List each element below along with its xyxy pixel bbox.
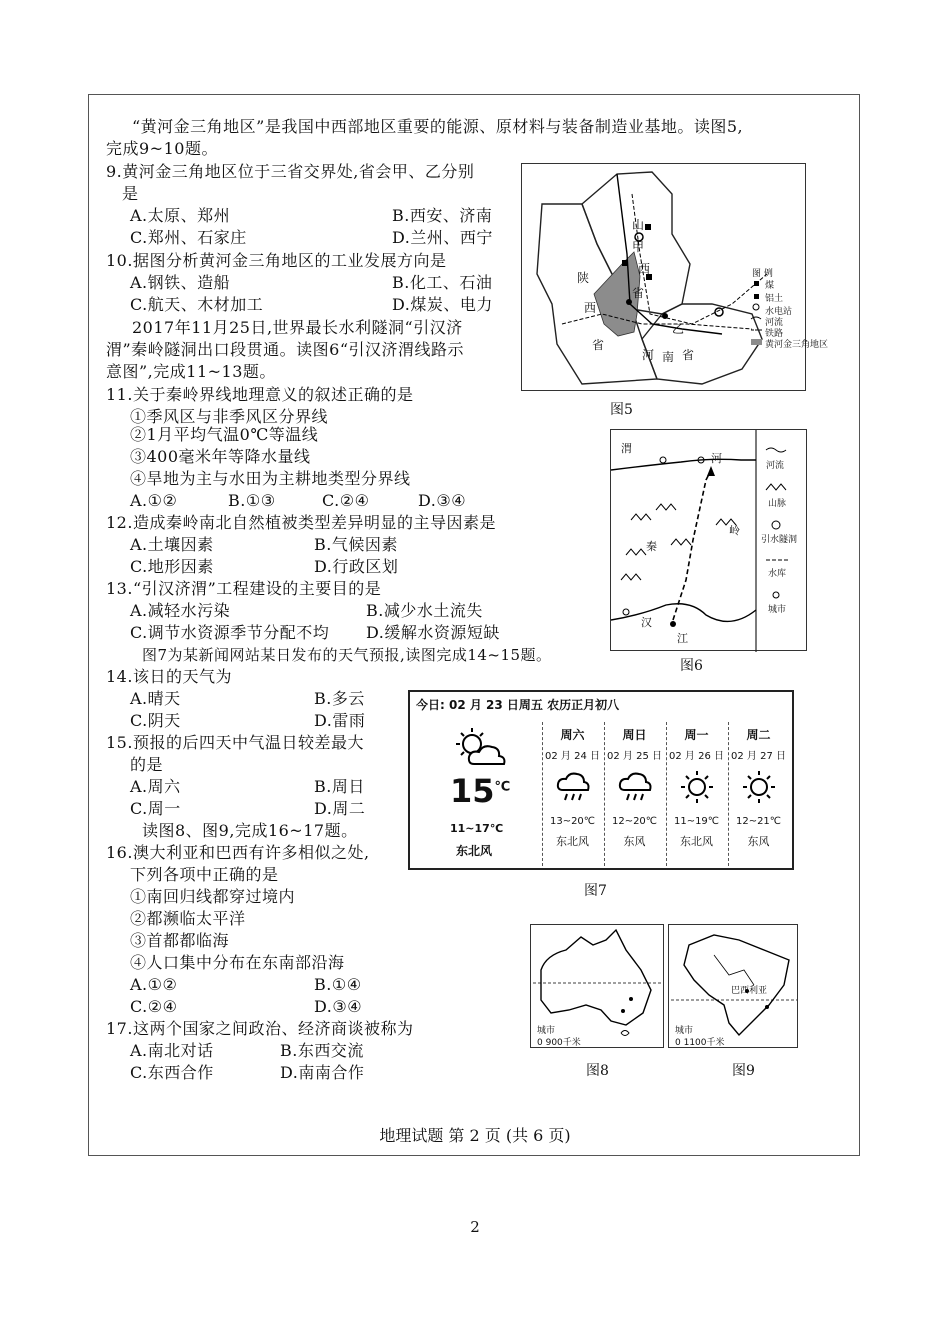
sun-icon — [740, 770, 778, 804]
map-label-xi-2: 西 — [584, 301, 597, 315]
q13-option-d: D.缓解水资源短缺 — [366, 623, 500, 642]
fig5-legend-hydropower: 水电站 — [765, 307, 793, 317]
rain-icon — [554, 770, 592, 804]
fig6-legend-river: 河流 — [766, 461, 785, 471]
map-label-sheng-2: 省 — [592, 338, 605, 352]
intro2-line-3: 意图”,完成11~13题。 — [106, 362, 276, 381]
figure-7-caption: 图7 — [584, 883, 607, 899]
q10-option-a: A.钢铁、造船 — [130, 273, 231, 292]
q10-option-b: B.化工、石油 — [392, 273, 493, 292]
fig6-legend-mountain: 山脉 — [768, 499, 787, 509]
forecast-wind: 东风 — [747, 835, 770, 848]
today-temp-range: 11~17℃ — [450, 822, 504, 835]
q13-option-a: A.减轻水污染 — [130, 601, 231, 620]
q11-item-3: ③400毫米年等降水量线 — [130, 447, 311, 466]
forecast-wind: 东北风 — [680, 835, 713, 848]
map-label-sheng-3: 省 — [682, 348, 695, 362]
figure-5-caption: 图5 — [610, 402, 633, 418]
figure-9-caption: 图9 — [732, 1063, 755, 1079]
forecast-day-name: 周日 — [622, 728, 647, 742]
map-label-shan: 山 — [632, 218, 645, 232]
today-temperature-unit: ℃ — [494, 779, 511, 795]
weather-header: 今日: 02 月 23 日周五 农历正月初八 — [416, 698, 620, 712]
forecast-day-2 — [604, 722, 664, 866]
q12-option-c: C.地形因素 — [130, 557, 214, 576]
q9-stem-cont: 是 — [122, 184, 139, 203]
q17-option-d: D.南南合作 — [280, 1063, 365, 1082]
q13-option-b: B.减少水土流失 — [366, 601, 483, 620]
fig6-legend-tunnel: 引水隧洞 — [761, 535, 798, 545]
q9-option-c: C.郑州、石家庄 — [130, 228, 247, 247]
fig6-legend-city: 城市 — [768, 605, 787, 615]
q15-stem-cont: 的是 — [130, 755, 164, 774]
forecast-date: 02 月 24 日 — [545, 751, 600, 762]
fig9-legend-city: 城市 — [675, 1026, 694, 1036]
q12-option-b: B.气候因素 — [314, 535, 398, 554]
intro2-line-1: 2017年11月25日,世界最长水利隧洞“引汉济 — [132, 318, 463, 337]
figure-6-map — [610, 429, 807, 651]
forecast-date: 02 月 27 日 — [731, 751, 786, 762]
fig6-label-wei: 渭 — [621, 442, 632, 455]
fig5-legend-bauxite: 铝土 — [765, 294, 784, 304]
q11-item-2: ②1月平均气温0℃等温线 — [130, 425, 319, 444]
map-label-nan: 南 — [662, 350, 675, 364]
q16-item-4: ④人口集中分布在东南部沿海 — [130, 953, 345, 972]
q16-option-c: C.②④ — [130, 997, 178, 1016]
q14-option-a: A.晴天 — [130, 689, 181, 708]
q10-stem: 10.据图分析黄河金三角地区的工业发展方向是 — [106, 251, 447, 270]
map-label-yi: 乙 — [672, 322, 685, 336]
q15-option-b: B.周日 — [314, 777, 365, 796]
q14-option-d: D.雷雨 — [314, 711, 366, 730]
q16-option-a: A.①② — [130, 975, 178, 994]
q10-option-d: D.煤炭、电力 — [392, 295, 493, 314]
intro2-line-2: 渭”秦岭隧洞出口段贯通。读图6“引汉济渭线路示 — [106, 340, 465, 359]
map-label-xi-1: 西 — [638, 262, 651, 276]
figure-6-caption: 图6 — [680, 658, 703, 674]
q16-stem: 16.澳大利亚和巴西有许多相似之处, — [106, 843, 370, 862]
q15-stem: 15.预报的后四天中气温日较差最大 — [106, 733, 364, 752]
fig6-label-han: 汉 — [641, 616, 652, 629]
q12-stem: 12.造成秦岭南北自然植被类型差异明显的主导因素是 — [106, 513, 496, 532]
forecast-range: 13~20℃ — [549, 816, 596, 827]
forecast-day-name: 周二 — [746, 728, 771, 742]
fig9-label-brasilia: 巴西利亚 — [731, 986, 768, 996]
forecast-range: 12~20℃ — [611, 816, 658, 827]
q11-option-b: B.①③ — [228, 491, 276, 510]
q9-option-a: A.太原、郑州 — [130, 206, 231, 225]
figure-8-caption: 图8 — [586, 1063, 609, 1079]
q11-item-1: ①季风区与非季风区分界线 — [130, 407, 329, 426]
q12-option-d: D.行政区划 — [314, 557, 399, 576]
fig9-scale: 0 1100千米 — [675, 1038, 725, 1048]
fig5-legend-title: 图 例 — [752, 269, 773, 279]
q11-option-c: C.②④ — [322, 491, 370, 510]
page-footer: 地理试题 第 2 页 (共 6 页) — [379, 1126, 571, 1145]
q15-option-d: D.周二 — [314, 799, 366, 818]
intro-line-2: 完成9~10题。 — [106, 139, 218, 158]
q16-option-b: B.①④ — [314, 975, 362, 994]
q16-item-3: ③首都都临海 — [130, 931, 230, 950]
fig6-label-ling: 岭 — [729, 524, 740, 537]
map-label-shaan: 陕 — [577, 271, 590, 285]
q15-option-c: C.周一 — [130, 799, 181, 818]
today-wind: 东北风 — [456, 844, 493, 858]
fig5-legend-region: 黄河金三角地区 — [765, 340, 829, 350]
q14-option-c: C.阴天 — [130, 711, 181, 730]
fig5-legend-river: 河流 — [765, 318, 784, 328]
intro-line-1: “黄河金三角地区”是我国中西部地区重要的能源、原材料与装备制造业基地。读图5, — [132, 117, 744, 136]
fig8-legend-city: 城市 — [537, 1026, 556, 1036]
q11-stem: 11.关于秦岭界线地理意义的叙述正确的是 — [106, 385, 414, 404]
fig5-legend-railway: 铁路 — [765, 329, 784, 339]
forecast-day-name: 周一 — [684, 728, 709, 742]
q9-stem: 9.黄河金三角地区位于三省交界处,省会甲、乙分别 — [106, 162, 475, 181]
page-number: 2 — [470, 1218, 480, 1236]
forecast-range: 11~19℃ — [673, 816, 720, 827]
fig6-label-he: 河 — [711, 452, 722, 465]
q13-option-c: C.调节水资源季节分配不均 — [130, 623, 330, 642]
q16-stem-cont: 下列各项中正确的是 — [130, 865, 279, 884]
forecast-wind: 东风 — [623, 835, 646, 848]
q14-option-b: B.多云 — [314, 689, 365, 708]
intro4: 读图8、图9,完成16~17题。 — [142, 821, 358, 840]
forecast-date: 02 月 26 日 — [669, 751, 724, 762]
forecast-date: 02 月 25 日 — [607, 751, 662, 762]
q17-option-c: C.东西合作 — [130, 1063, 214, 1082]
fig5-legend-coal: 煤 — [765, 281, 775, 291]
fig8-scale: 0 900千米 — [537, 1038, 581, 1048]
map-label-sheng-1: 省 — [632, 286, 645, 300]
forecast-day-name: 周六 — [560, 728, 585, 742]
q16-option-d: D.③④ — [314, 997, 363, 1016]
map-label-jia: 甲 — [632, 240, 645, 254]
figure-9-brazil-map — [668, 924, 798, 1048]
q12-option-a: A.土壤因素 — [130, 535, 214, 554]
sun-icon — [678, 770, 716, 804]
fig6-legend-reservoir: 水库 — [768, 569, 787, 579]
figure-5-map — [521, 163, 829, 391]
fig6-label-qin: 秦 — [646, 540, 657, 553]
q17-stem: 17.这两个国家之间政治、经济商谈被称为 — [106, 1019, 414, 1038]
q16-item-2: ②都濒临太平洋 — [130, 909, 246, 928]
q11-option-a: A.①② — [130, 491, 178, 510]
q17-option-b: B.东西交流 — [280, 1041, 364, 1060]
today-temperature: 15 — [450, 772, 495, 810]
q10-option-c: C.航天、木材加工 — [130, 295, 264, 314]
intro3: 图7为某新闻网站某日发布的天气预报,读图完成14~15题。 — [142, 646, 552, 664]
rain-icon — [616, 770, 654, 804]
q9-option-d: D.兰州、西宁 — [392, 228, 493, 247]
q13-stem: 13.“引汉济渭”工程建设的主要目的是 — [106, 579, 382, 598]
forecast-day-4 — [728, 722, 788, 866]
q14-stem: 14.该日的天气为 — [106, 667, 232, 686]
figure-8-australia-map — [530, 924, 664, 1048]
q11-item-4: ④旱地为主与水田为主耕地类型分界线 — [130, 469, 411, 488]
fig6-label-jiang: 江 — [677, 632, 688, 645]
forecast-range: 12~21℃ — [735, 816, 782, 827]
q15-option-a: A.周六 — [130, 777, 181, 796]
forecast-day-1 — [542, 722, 602, 866]
map-label-he: 河 — [642, 348, 655, 362]
partly-cloudy-icon — [452, 726, 512, 770]
figure-7-weather-forecast — [408, 690, 794, 870]
forecast-day-3 — [666, 722, 726, 866]
forecast-wind: 东北风 — [556, 835, 589, 848]
q16-item-1: ①南回归线都穿过境内 — [130, 887, 296, 906]
q17-option-a: A.南北对话 — [130, 1041, 214, 1060]
q9-option-b: B.西安、济南 — [392, 206, 493, 225]
q11-option-d: D.③④ — [418, 491, 467, 510]
